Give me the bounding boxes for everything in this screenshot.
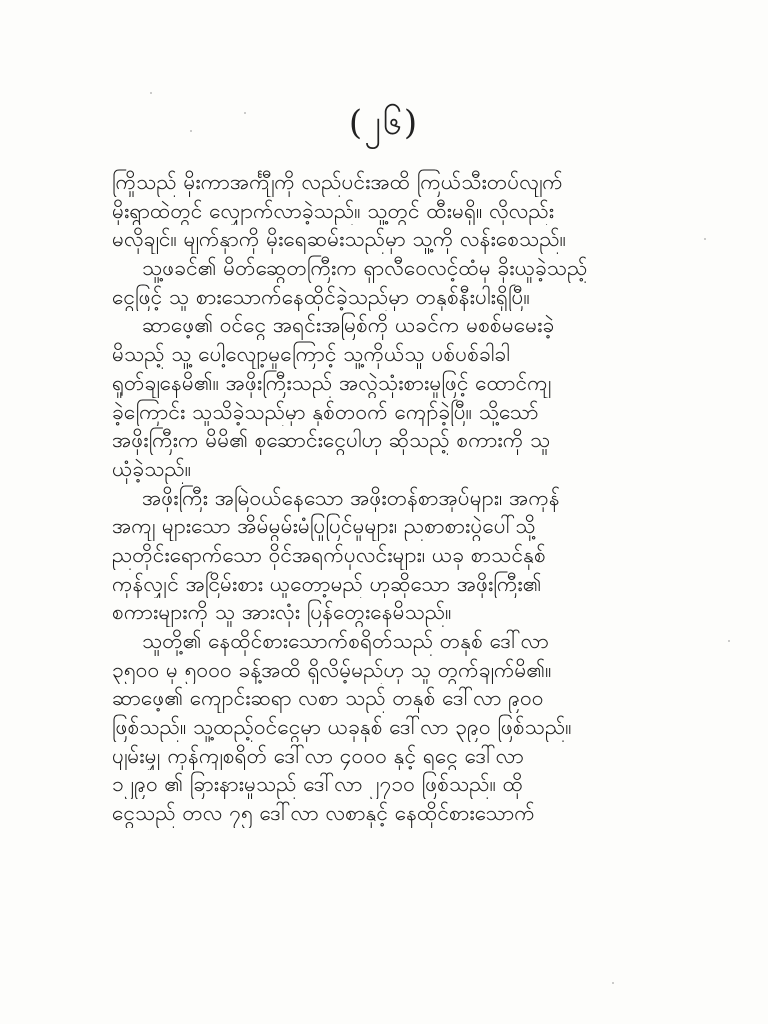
text-line: ကုန်လျှင် အငြိမ်းစား ယူတော့မည် ဟုဆိုသော အဖိုးကြီး၏ xyxy=(112,571,542,596)
scan-speck xyxy=(244,112,246,114)
text-line: မိုးရွာထဲတွင် လျှောက်လာခဲ့သည်။ သူ့တွင် ထီးမရှိ။ လိုလည်း xyxy=(112,198,555,223)
scan-speck xyxy=(190,130,192,132)
text-line: သူ့ဖခင်၏ မိတ်ဆွေတကြီးက ရှာလီဝေလင့်ထံမှ ခိုးယူခဲ့သည့် xyxy=(142,256,588,281)
body-text xyxy=(112,168,668,828)
text-line: စကားများကို သူ အားလုံး ပြန်တွေးနေမိသည်။ xyxy=(112,600,452,625)
text-line: ဖြစ်သည်။ သူ့ထည့်ဝင်ငွေမှာ ယခုနှစ် ဒေါ်လာ ၃၉၀ ဖြစ်သည်။ xyxy=(112,715,572,740)
text-line: ဆာဖေ့၏ ဝင်ငွေ အရင်းအမြစ်ကို ယခင်က မစစ်မမေးခဲ့ xyxy=(142,313,555,338)
scan-speck xyxy=(612,982,614,984)
text-line: ဆာဖေ့၏ ကျောင်းဆရာ လစာ သည် တနှစ် ဒေါ်လာ ၉၀၀ xyxy=(112,686,544,711)
text-line: သူတို့၏ နေထိုင်စားသောက်စရိတ်သည် တနှစ် ဒေါ်လာ xyxy=(142,629,549,653)
scan-speck xyxy=(704,238,706,240)
text-line: ယုံခဲ့သည်။ xyxy=(112,456,192,481)
text-line: အဖိုးကြီးက မိမိ၏ စုဆောင်းငွေပါဟု ဆိုသည့် စကားကို သူ xyxy=(112,428,551,453)
paragraph-1 xyxy=(112,168,668,254)
text-line: ပျမ်းမျှ ကုန်ကျစရိတ် ဒေါ်လာ ၄၀၀၀ နှင့် ရငွေ ဒေါ်လာ xyxy=(112,743,524,768)
text-line: အဖိုးကြီး အမြဲဝယ်နေသော အဖိုးတန်စာအုပ်များ၊ အကုန် xyxy=(142,485,560,510)
scan-speck xyxy=(728,640,730,642)
text-line: မိသည့် သူ့ ပေါ့လျော့မှုကြောင့် သူ့ကိုယ်သူ ပစ်ပစ်ခါခါ xyxy=(112,342,510,367)
page-number: (၂၆) xyxy=(348,103,420,143)
text-line: ၁၂၉၀ ၏ ခြားနားမှုသည် ဒေါ်လာ ၂၇၁၀ ဖြစ်သည်။ ထို xyxy=(112,772,523,797)
paragraph-4 xyxy=(112,484,668,627)
paragraph-5 xyxy=(112,627,668,828)
text-line: ခဲ့ကြောင်း သူသိခဲ့သည်မှာ နှစ်တဝက် ကျော်ခဲ့ပြီ။ သို့သော် xyxy=(112,399,539,424)
scan-speck xyxy=(150,92,152,94)
paragraph-3 xyxy=(112,311,668,483)
text-line: ကြိုသည် မိုးကာအင်္ကျီကို လည်ပင်းအထိ ကြယ်သီးတပ်လျက် xyxy=(112,170,563,194)
text-line: ညတိုင်းရောက်သော ဝိုင်အရက်ပုလင်းများ၊ ယခု စာသင်နှစ် xyxy=(112,542,546,567)
text-line: မလိုချင်။ မျက်နှာကို မိုးရေဆမ်းသည်မှာ သူ့ကို လန်းစေသည်။ xyxy=(112,227,567,252)
paragraph-2 xyxy=(112,254,668,311)
text-line: ၃၅၀၀ မှ ၅၀၀၀ ခန့်အထိ ရှိလိမ့်မည်ဟု သူ တွက်ချက်မိ၏။ xyxy=(112,657,552,682)
text-line: အကျ များသော အိမ်မွမ်းမံပြုပြင်မှုများ၊ ညစာစားပွဲပေါ်သို့ xyxy=(112,514,536,539)
text-line: ရှုတ်ချနေမိ၏။ အဖိုးကြီးသည် အလွဲသုံးစားမှုဖြင့် ထောင်ကျ xyxy=(112,370,552,395)
text-line: ငွေသည် တလ ၇၅ ဒေါ်လာ လစာနှင့် နေထိုင်စားသောက် xyxy=(112,801,535,826)
text-line: ငွေဖြင့် သူ စားသောက်နေထိုင်ခဲ့သည်မှာ တနှစ်နီးပါးရှိပြီ။ xyxy=(112,284,530,309)
